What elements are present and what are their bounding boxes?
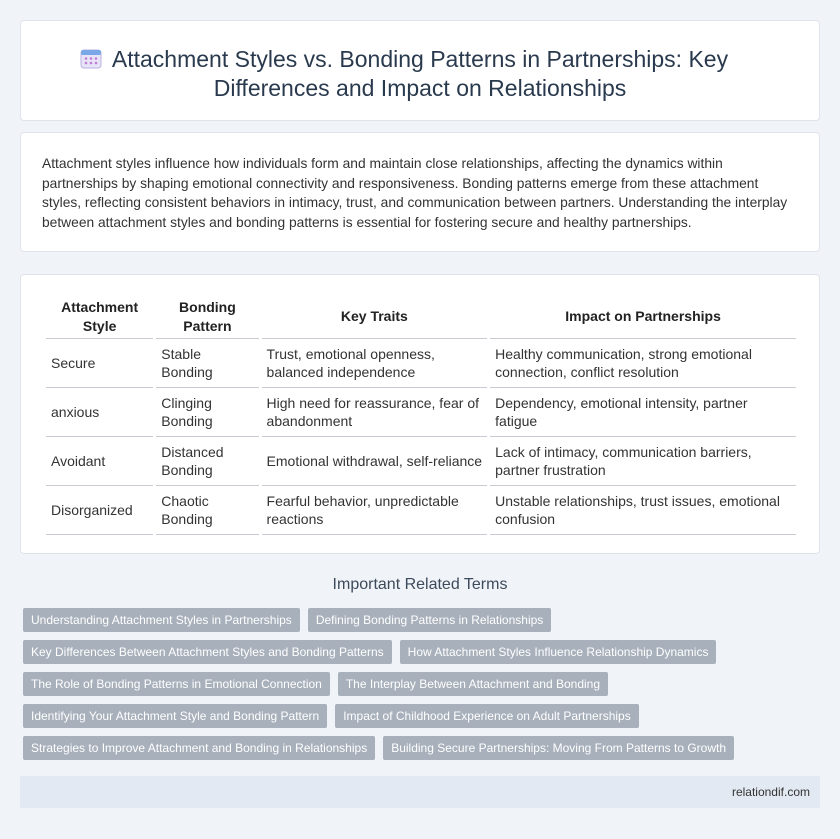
header-key-traits: Key Traits <box>262 295 488 339</box>
related-term-link[interactable]: Identifying Your Attachment Style and Bonding Pattern <box>23 704 327 728</box>
page-title-line2: Differences and Impact on Relationships <box>213 75 627 101</box>
related-terms-list <box>23 608 813 768</box>
page-title-line1: Attachment Styles vs. Bonding Patterns in Partnerships: Key <box>111 46 729 72</box>
cell-key-traits: Emotional withdrawal, self-reliance <box>262 437 488 486</box>
footer <box>20 776 820 808</box>
cell-key-traits: High need for reassurance, fear of abandonment <box>262 388 488 437</box>
cell-attachment-style: Disorganized <box>46 486 153 535</box>
cell-attachment-style: anxious <box>46 388 153 437</box>
related-term-link[interactable]: Impact of Childhood Experience on Adult Partnerships <box>335 704 639 728</box>
cell-impact: Lack of intimacy, communication barriers, partner frustration <box>490 437 796 486</box>
cell-impact: Unstable relationships, trust issues, emotional confusion <box>490 486 796 535</box>
related-term-link[interactable]: The Interplay Between Attachment and Bonding <box>338 672 608 696</box>
related-term-link[interactable]: Defining Bonding Patterns in Relationships <box>308 608 551 632</box>
related-term-link[interactable]: Building Secure Partnerships: Moving From Patterns to Growth <box>383 736 734 760</box>
related-term-link[interactable]: Understanding Attachment Styles in Partnerships <box>23 608 300 632</box>
header-bonding-pattern: Bonding Pattern <box>156 295 258 339</box>
cell-bonding-pattern: Distanced Bonding <box>156 437 258 486</box>
cell-bonding-pattern: Clinging Bonding <box>156 388 258 437</box>
page-title <box>21 45 819 103</box>
cell-key-traits: Trust, emotional openness, balanced independence <box>262 339 488 388</box>
cell-attachment-style: Avoidant <box>46 437 153 486</box>
cell-key-traits: Fearful behavior, unpredictable reactions <box>262 486 488 535</box>
cell-bonding-pattern: Stable Bonding <box>156 339 258 388</box>
cell-impact: Healthy communication, strong emotional connection, conflict resolution <box>490 339 796 388</box>
related-term-link[interactable]: How Attachment Styles Influence Relationship Dynamics <box>400 640 717 664</box>
cell-bonding-pattern: Chaotic Bonding <box>156 486 258 535</box>
tag-row <box>23 704 813 728</box>
table-row <box>46 486 796 535</box>
tag-row <box>23 672 813 696</box>
site-credit: relationdif.com <box>731 785 810 799</box>
table-header-row <box>46 295 796 339</box>
related-term-link[interactable]: Key Differences Between Attachment Styles and Bonding Patterns <box>23 640 392 664</box>
tag-row <box>23 608 813 632</box>
title-card <box>20 20 820 121</box>
header-impact: Impact on Partnerships <box>490 295 796 339</box>
table-row <box>46 339 796 388</box>
related-terms-heading: Important Related Terms <box>332 576 508 593</box>
cell-impact: Dependency, emotional intensity, partner fatigue <box>490 388 796 437</box>
related-term-link[interactable]: The Role of Bonding Patterns in Emotional Connection <box>23 672 330 696</box>
cell-attachment-style: Secure <box>46 339 153 388</box>
intro-card <box>20 132 820 252</box>
intro-paragraph: Attachment styles influence how individuals form and maintain close relationships, affecting the dynamics within partnerships by shaping emotional connectivity and responsiveness. Bonding patterns emerge from these attachment styles, reflecting consistent behaviors in intimacy, trust, and communication between partners. Understanding the interplay between attachment styles and bonding patterns is essential for fostering secure and healthy partnerships. <box>42 156 788 230</box>
comparison-table-card <box>20 274 820 554</box>
comparison-table <box>43 295 799 535</box>
tag-row <box>23 640 813 664</box>
related-term-link[interactable]: Strategies to Improve Attachment and Bonding in Relationships <box>23 736 375 760</box>
header-attachment-style: Attachment Style <box>46 295 153 339</box>
table-row <box>46 388 796 437</box>
table-row <box>46 437 796 486</box>
tag-row <box>23 736 813 760</box>
